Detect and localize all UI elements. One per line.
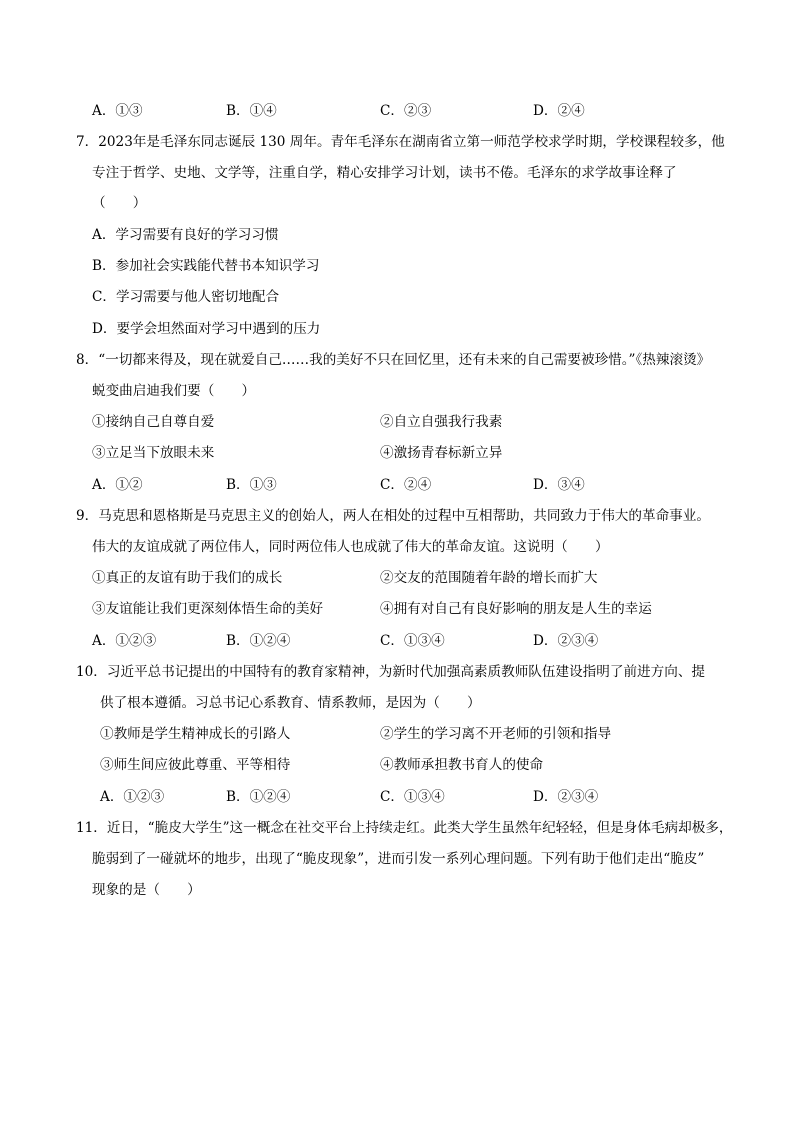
q7-choice-d: D．要学会坦然面对学习中遇到的压力 bbox=[92, 321, 321, 337]
q10-option-a: A．①②③ bbox=[100, 789, 165, 805]
q9-option-a: A．①②③ bbox=[92, 633, 157, 649]
q7-stem-line-3: （ ） bbox=[92, 195, 147, 211]
q8-statement-1: ①接纳自己自尊自爱 bbox=[92, 414, 215, 430]
q7-choice-b: B．参加社会实践能代替书本知识学习 bbox=[92, 258, 320, 274]
q7-choice-a: A．学习需要有良好的学习习惯 bbox=[92, 227, 279, 243]
q6-option-c: C．②③ bbox=[380, 103, 432, 119]
q9-stem-line-1: 9．马克思和恩格斯是马克思主义的创始人，两人在相处的过程中互相帮助，共同致力于伟大的革命事业。 bbox=[76, 508, 710, 524]
q8-option-a: A．①② bbox=[92, 477, 143, 493]
q11-stem-line-3: 现象的是（ ） bbox=[92, 882, 201, 898]
q6-option-b: B．①④ bbox=[226, 103, 277, 119]
q8-option-b: B．①③ bbox=[226, 477, 277, 493]
q8-statement-2: ②自立自强我行我素 bbox=[380, 414, 503, 430]
q6-option-a: A．①③ bbox=[92, 103, 143, 119]
q11-stem-line-1: 11．近日，“脆皮大学生”这一概念在社交平台上持续走红。此类大学生虽然年纪轻轻，但是身体毛病却极多， bbox=[76, 820, 733, 836]
q9-statement-2: ②交友的范围随着年龄的增长而扩大 bbox=[380, 570, 598, 586]
q11-stem-line-2: 脆弱到了一碰就坏的地步，出现了“脆皮现象”，进而引发一系列心理问题。下列有助于他们走出“脆皮” bbox=[92, 851, 705, 867]
q9-option-b: B．①②④ bbox=[226, 633, 291, 649]
q10-option-b: B．①②④ bbox=[226, 789, 291, 805]
q8-stem-line-2: 蜕变曲启迪我们要（ ） bbox=[92, 383, 256, 399]
q9-stem-line-2: 伟大的友谊成就了两位伟人，同时两位伟人也成就了伟大的革命友谊。这说明（ ） bbox=[92, 539, 609, 555]
q8-statement-4: ④激扬青春标新立异 bbox=[380, 445, 503, 461]
q9-option-d: D．②③④ bbox=[533, 633, 599, 649]
q10-statement-2: ②学生的学习离不开老师的引领和指导 bbox=[380, 726, 612, 742]
q9-option-c: C．①③④ bbox=[380, 633, 445, 649]
q10-statement-4: ④教师承担教书育人的使命 bbox=[380, 757, 544, 773]
q9-statement-3: ③友谊能让我们更深刻体悟生命的美好 bbox=[92, 601, 324, 617]
q8-option-d: D．③④ bbox=[533, 477, 585, 493]
q9-statement-4: ④拥有对自己有良好影响的朋友是人生的幸运 bbox=[380, 601, 652, 617]
q8-option-c: C．②④ bbox=[380, 477, 432, 493]
q10-option-c: C．①③④ bbox=[380, 789, 445, 805]
q8-statement-3: ③立足当下放眼未来 bbox=[92, 445, 215, 461]
q7-choice-c: C．学习需要与他人密切地配合 bbox=[92, 289, 280, 305]
q10-statement-1: ①教师是学生精神成长的引路人 bbox=[100, 726, 291, 742]
q7-stem-line-2: 专注于哲学、史地、文学等，注重自学，精心安排学习计划，读书不倦。毛泽东的求学故事诠释了 bbox=[92, 165, 677, 181]
q10-stem-line-2: 供了根本遵循。习总书记心系教育、情系教师，是因为（ ） bbox=[100, 695, 481, 711]
q10-option-d: D．②③④ bbox=[533, 789, 599, 805]
q9-statement-1: ①真正的友谊有助于我们的成长 bbox=[92, 570, 283, 586]
q10-stem-line-1: 10．习近平总书记提出的中国特有的教育家精神，为新时代加强高素质教师队伍建设指明了前进方向、提 bbox=[76, 664, 706, 680]
q7-stem-line-1: 7．2023年是毛泽东同志诞辰 130 周年。青年毛泽东在湖南省立第一师范学校求学时期，学校课程较多，他 bbox=[76, 134, 725, 150]
q8-stem-line-1: 8．“一切都来得及，现在就爱自己……我的美好不只在回忆里，还有未来的自己需要被珍惜。”《热辣滚烫》 bbox=[76, 352, 711, 368]
q6-option-d: D．②④ bbox=[533, 103, 585, 119]
q10-statement-3: ③师生间应彼此尊重、平等相待 bbox=[100, 757, 291, 773]
